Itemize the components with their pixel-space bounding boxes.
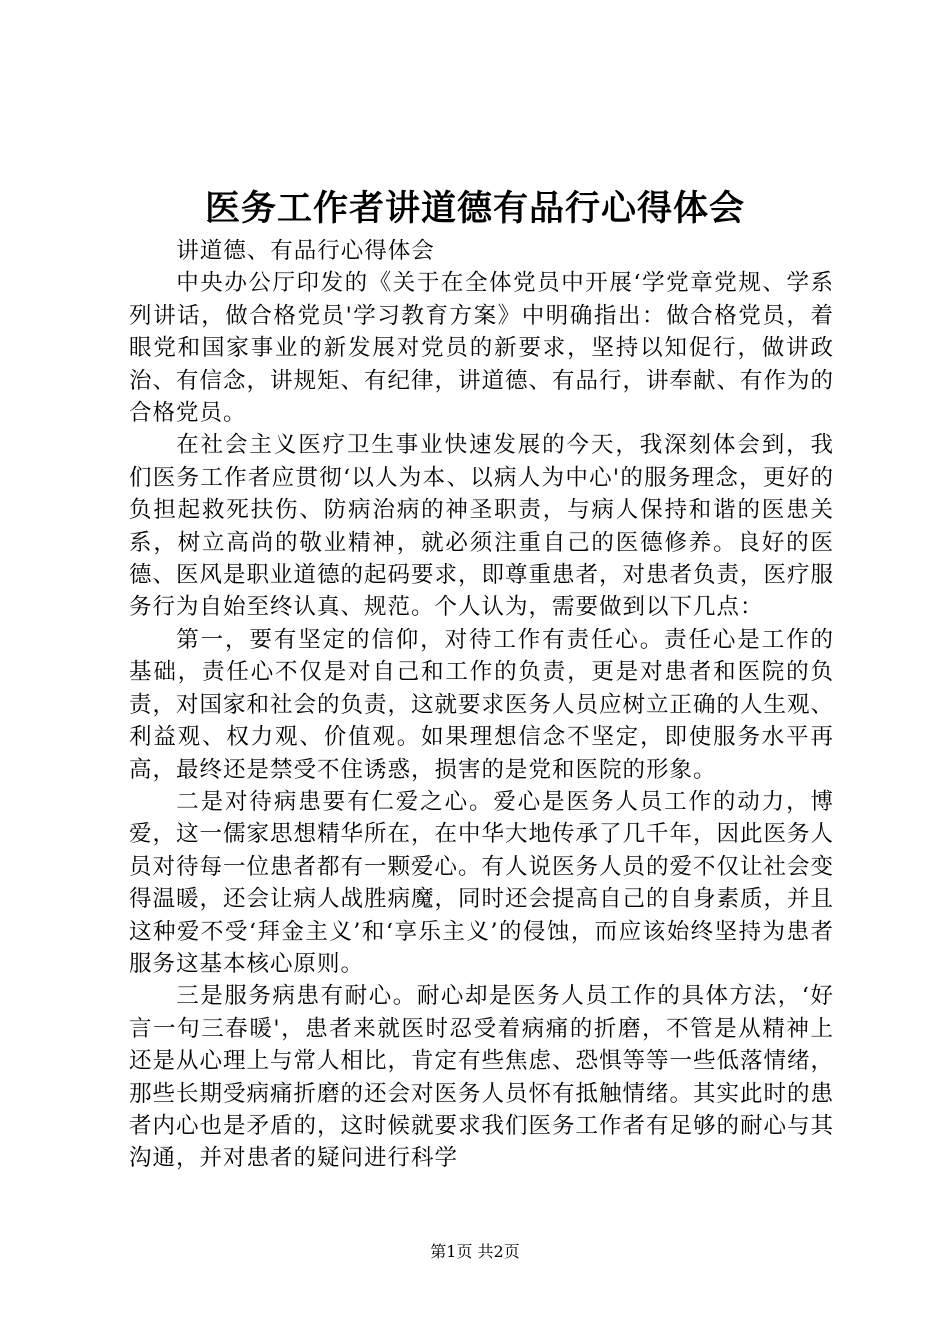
paragraph: 中央办公厅印发的《关于在全体党员中开展‘学党章党规、学系列讲话，做合格党员'学习教育方案》中明确指出：做合格党员，着眼党和国家事业的新发展对党员的新要求，坚持以知促行，做讲政治、有信念，讲规矩、有纪律，讲道德、有品行，讲奉献、有作为的合格党员。 [129, 270, 835, 427]
paragraph: 二是对待病患要有仁爱之心。爱心是医务人员工作的动力，博爱，这一儒家思想精华所在，在中华大地传承了几千年，因此医务人员对待每一位患者都有一颗爱心。有人说医务人员的爱不仅让社会变得温暖，还会让病人战胜病魔，同时还会提高自己的自身素质，并且这种爱不受‘拜金主义’和‘享乐主义’的侵蚀，而应该始终坚持为患者服务这基本核心原则。 [129, 788, 835, 977]
paragraph: 第一，要有坚定的信仰，对待工作有责任心。责任心是工作的基础，责任心不仅是对自己和工作的负责，更是对患者和医院的负责，对国家和社会的负责，这就要求医务人员应树立正确的人生观、利益观、权力观、价值观。如果理想信念不坚定，即使服务水平再高，最终还是禁受不住诱惑，损害的是党和医院的形象。 [129, 626, 835, 783]
document-body [129, 235, 834, 1175]
paragraph-subtitle: 讲道德、有品行心得体会 [176, 238, 435, 264]
page-footer: 第1页 共2页 [430, 1242, 520, 1261]
paragraph: 在社会主义医疗卫生事业快速发展的今天，我深刻体会到，我们医务工作者应贯彻‘以人为本、以病人为中心'的服务理念，更好的负担起救死扶伤、防病治病的神圣职责，与病人保持和谐的医患关系，树立高尚的敬业精神，就必须注重自己的医德修养。良好的医德、医风是职业道德的起码要求，即尊重患者，对患者负责，医疗服务行为自始至终认真、规范。个人认为，需要做到以下几点： [129, 432, 835, 621]
document-title: 医务工作者讲道德有品行心得体会 [204, 188, 745, 229]
paragraph: 三是服务病患有耐心。耐心却是医务人员工作的具体方法，‘好言一句三春暖'，患者来就医时忍受着病痛的折磨，不管是从精神上还是从心理上与常人相比，肯定有些焦虑、恐惧等等一些低落情绪，那些长期受病痛折磨的还会对医务人员怀有抵触情绪。其实此时的患者内心也是矛盾的，这时候就要求我们医务工作者有足够的耐心与其沟通，并对患者的疑问进行科学 [129, 983, 835, 1172]
